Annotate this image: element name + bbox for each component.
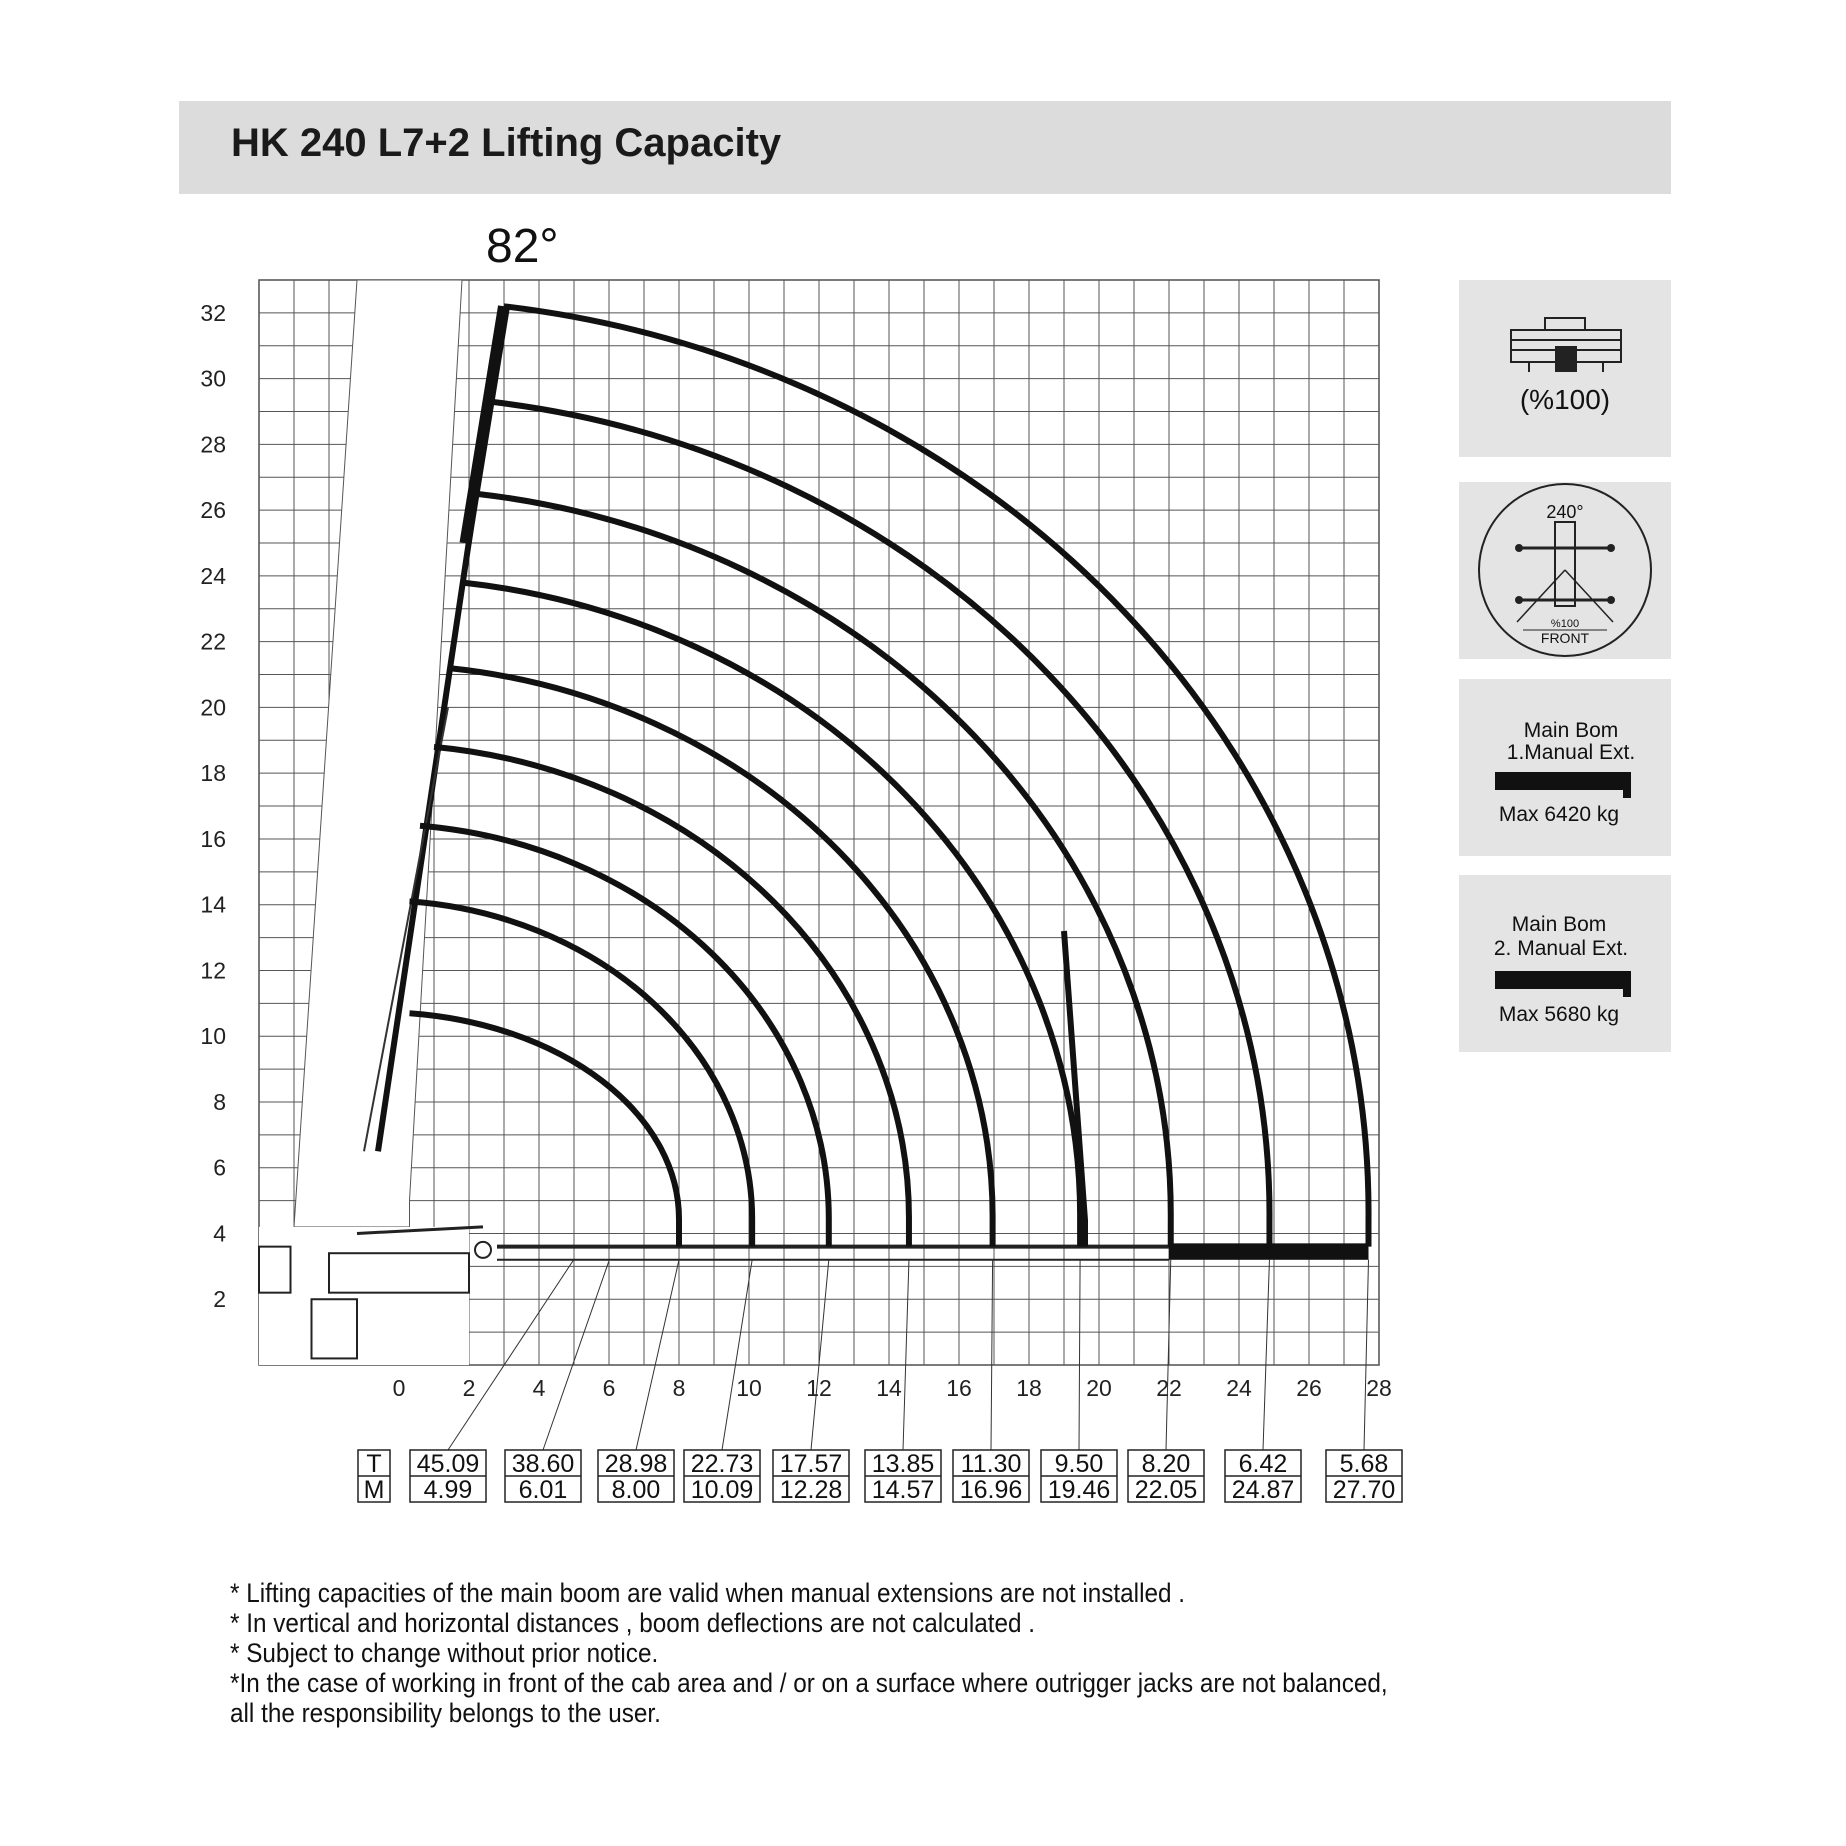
x-tick-label: 8 bbox=[672, 1375, 686, 1401]
note-line: all the responsibility belongs to the user. bbox=[230, 1698, 661, 1728]
x-tick-label: 12 bbox=[806, 1375, 832, 1401]
y-tick-label: 14 bbox=[200, 891, 226, 918]
outreach-value: 16.96 bbox=[959, 1476, 1023, 1504]
capacity-value: 28.98 bbox=[604, 1450, 668, 1478]
page-title: HK 240 L7+2 Lifting Capacity bbox=[231, 121, 782, 165]
outrigger-icon bbox=[1459, 280, 1671, 400]
y-tick-label: 16 bbox=[200, 825, 226, 852]
capacity-value: 45.09 bbox=[416, 1450, 480, 1478]
capacity-value: 17.57 bbox=[779, 1450, 843, 1478]
slew-panel bbox=[1459, 482, 1671, 659]
y-tick-label: 2 bbox=[213, 1286, 226, 1313]
note-line: * In vertical and horizontal distances , boom deflections are not calculated . bbox=[230, 1608, 1036, 1638]
extension1-panel bbox=[1459, 679, 1671, 856]
note-line: * Lifting capacities of the main boom are valid when manual extensions are not installed . bbox=[230, 1578, 1185, 1608]
y-tick-label: 32 bbox=[200, 299, 226, 326]
y-axis-ticks bbox=[200, 300, 226, 1312]
outreach-value: 8.00 bbox=[611, 1476, 661, 1504]
y-tick-label: 30 bbox=[200, 365, 226, 392]
note-line: * Subject to change without prior notice. bbox=[230, 1638, 659, 1668]
outreach-value: 14.57 bbox=[871, 1476, 935, 1504]
notes bbox=[230, 1578, 1490, 1728]
x-tick-label: 14 bbox=[876, 1375, 902, 1401]
x-tick-label: 2 bbox=[462, 1375, 476, 1401]
y-tick-label: 20 bbox=[200, 694, 226, 721]
outreach-value: 24.87 bbox=[1231, 1476, 1295, 1504]
row-label-t: T bbox=[366, 1450, 382, 1478]
capacity-value: 13.85 bbox=[871, 1450, 935, 1478]
slew-percent: %100 bbox=[1550, 618, 1580, 630]
capacity-table bbox=[358, 1450, 1402, 1504]
ext2-line2: 2. Manual Ext. bbox=[1493, 937, 1629, 960]
outreach-value: 4.99 bbox=[423, 1476, 473, 1504]
ext2-line1: Main Bom bbox=[1511, 913, 1607, 936]
capacity-value: 6.42 bbox=[1238, 1450, 1288, 1478]
y-tick-label: 24 bbox=[200, 562, 226, 589]
y-tick-label: 12 bbox=[200, 957, 226, 984]
outreach-value: 12.28 bbox=[779, 1476, 843, 1504]
x-tick-label: 16 bbox=[946, 1375, 972, 1401]
outreach-value: 6.01 bbox=[518, 1476, 568, 1504]
y-tick-label: 10 bbox=[200, 1023, 226, 1050]
ext1-line1: Main Bom bbox=[1523, 719, 1619, 742]
y-tick-label: 6 bbox=[213, 1154, 226, 1181]
outreach-value: 10.09 bbox=[690, 1476, 754, 1504]
capacity-value: 11.30 bbox=[960, 1450, 1022, 1478]
y-tick-label: 8 bbox=[213, 1088, 226, 1115]
front-label: FRONT bbox=[1540, 630, 1590, 646]
ext1-max: Max 6420 kg bbox=[1498, 803, 1620, 826]
capacity-value: 38.60 bbox=[511, 1450, 575, 1478]
x-tick-label: 26 bbox=[1296, 1375, 1322, 1401]
stability-label: (%100) bbox=[1519, 384, 1611, 415]
slew-angle: 240° bbox=[1546, 502, 1584, 522]
x-tick-label: 22 bbox=[1156, 1375, 1182, 1401]
ext1-line2: 1.Manual Ext. bbox=[1506, 741, 1636, 764]
y-tick-label: 18 bbox=[200, 760, 226, 787]
ext2-max: Max 5680 kg bbox=[1498, 1003, 1620, 1026]
x-tick-label: 20 bbox=[1086, 1375, 1112, 1401]
row-label-m: M bbox=[363, 1476, 385, 1504]
x-tick-label: 18 bbox=[1016, 1375, 1042, 1401]
outreach-value: 19.46 bbox=[1047, 1476, 1111, 1504]
x-axis-ticks bbox=[393, 1375, 1392, 1401]
capacity-value: 9.50 bbox=[1054, 1450, 1104, 1478]
y-tick-label: 26 bbox=[200, 497, 226, 524]
stability-panel bbox=[1459, 280, 1671, 457]
x-tick-label: 4 bbox=[532, 1375, 546, 1401]
capacity-value: 22.73 bbox=[690, 1450, 754, 1478]
x-tick-label: 28 bbox=[1366, 1375, 1392, 1401]
x-tick-label: 6 bbox=[602, 1375, 616, 1401]
note-line: *In the case of working in front of the cab area and / or on a surface where outrigger jacks are not balanced, bbox=[230, 1668, 1388, 1698]
outreach-value: 22.05 bbox=[1134, 1476, 1198, 1504]
outreach-value: 27.70 bbox=[1332, 1476, 1396, 1504]
boom-extension-icon bbox=[1459, 679, 1671, 856]
extension2-panel bbox=[1459, 875, 1671, 1052]
y-tick-label: 4 bbox=[213, 1220, 226, 1247]
y-tick-label: 22 bbox=[200, 628, 226, 655]
x-tick-label: 24 bbox=[1226, 1375, 1252, 1401]
y-tick-label: 28 bbox=[200, 431, 226, 458]
capacity-value: 8.20 bbox=[1141, 1450, 1191, 1478]
x-tick-label: 10 bbox=[736, 1375, 762, 1401]
angle-label: 82° bbox=[486, 220, 559, 273]
capacity-value: 5.68 bbox=[1339, 1450, 1389, 1478]
x-tick-label: 0 bbox=[392, 1375, 406, 1401]
